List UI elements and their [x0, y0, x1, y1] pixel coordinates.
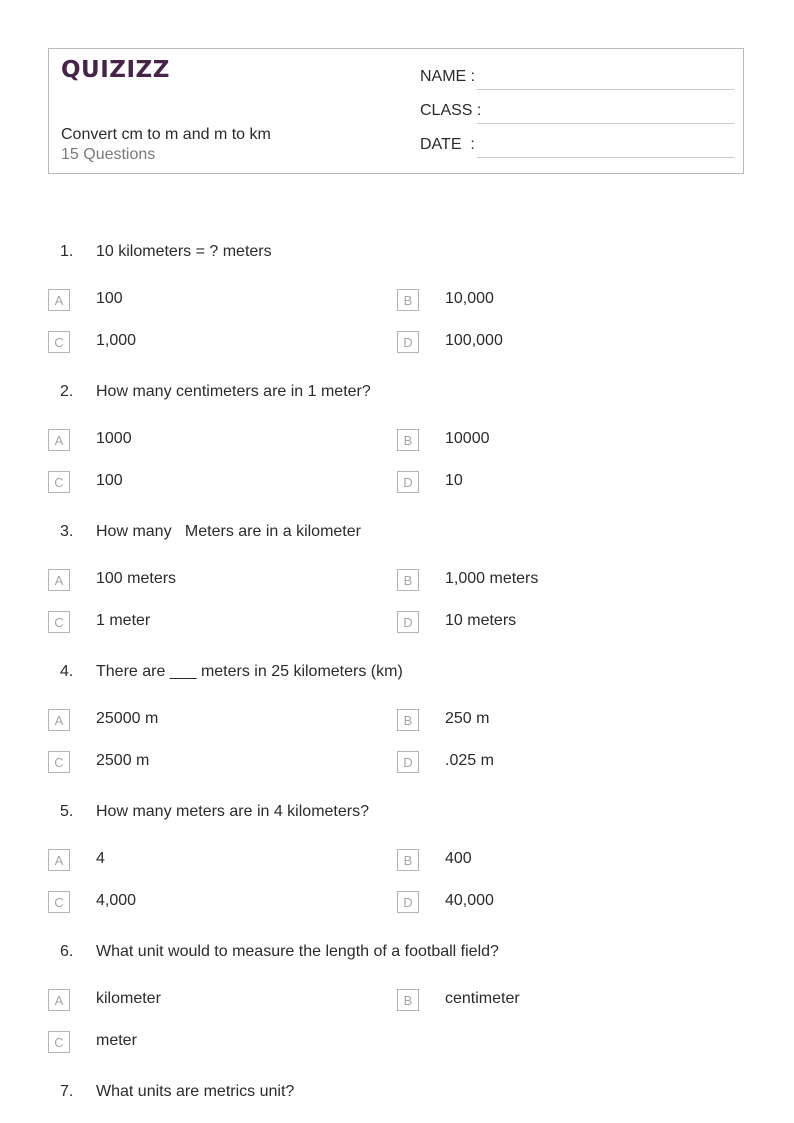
- option-text: 1000: [96, 430, 132, 447]
- name-field-line[interactable]: [477, 89, 734, 90]
- option-letter-box[interactable]: B: [397, 709, 419, 731]
- option-letter-box[interactable]: B: [397, 289, 419, 311]
- option-letter-box[interactable]: A: [48, 849, 70, 871]
- date-field-line[interactable]: [477, 157, 734, 158]
- question-number: 2.: [60, 383, 74, 400]
- option-letter-box[interactable]: B: [397, 429, 419, 451]
- question-text: 10 kilometers = ? meters: [96, 243, 272, 260]
- question-6: [0, 943, 794, 1083]
- name-field-label: NAME :: [420, 68, 476, 85]
- class-field-line[interactable]: [477, 123, 734, 124]
- class-field-label: CLASS :: [420, 102, 482, 119]
- option-text: 1,000 meters: [445, 570, 539, 587]
- question-number: 5.: [60, 803, 74, 820]
- question-text: What unit would to measure the length of a football field?: [96, 943, 499, 960]
- option-text: 25000 m: [96, 710, 159, 727]
- class-field[interactable]: [420, 102, 734, 124]
- worksheet-title: Convert cm to m and m to km: [61, 126, 271, 143]
- option-letter-box[interactable]: D: [397, 891, 419, 913]
- question-7: [0, 1083, 794, 1113]
- option-text: 100: [96, 290, 123, 307]
- name-field[interactable]: [420, 68, 734, 90]
- question-number: 4.: [60, 663, 74, 680]
- option-text: 2500 m: [96, 752, 150, 769]
- option-text: 400: [445, 850, 472, 867]
- question-text: There are ___ meters in 25 kilometers (km): [96, 663, 403, 680]
- option-letter-box[interactable]: C: [48, 331, 70, 353]
- question-text: How many Meters are in a kilometer: [96, 523, 361, 540]
- option-letter-box[interactable]: B: [397, 989, 419, 1011]
- option-letter-box[interactable]: B: [397, 849, 419, 871]
- option-text: centimeter: [445, 990, 520, 1007]
- option-text: 10,000: [445, 290, 494, 307]
- option-letter-box[interactable]: A: [48, 989, 70, 1011]
- option-text: 100: [96, 472, 123, 489]
- question-number: 7.: [60, 1083, 74, 1100]
- question-count: 15 Questions: [61, 146, 156, 163]
- question-2: [0, 383, 794, 523]
- option-letter-box[interactable]: D: [397, 471, 419, 493]
- option-text: 10: [445, 472, 463, 489]
- option-letter-box[interactable]: C: [48, 611, 70, 633]
- option-letter-box[interactable]: A: [48, 289, 70, 311]
- question-1: [0, 243, 794, 383]
- question-3: [0, 523, 794, 663]
- option-letter-box[interactable]: A: [48, 709, 70, 731]
- option-text: 250 m: [445, 710, 490, 727]
- option-letter-box[interactable]: C: [48, 1031, 70, 1053]
- option-letter-box[interactable]: C: [48, 751, 70, 773]
- option-text: 100 meters: [96, 570, 177, 587]
- option-text: 10000: [445, 430, 490, 447]
- question-number: 1.: [60, 243, 74, 260]
- date-field[interactable]: [420, 136, 734, 158]
- option-letter-box[interactable]: C: [48, 471, 70, 493]
- option-letter-box[interactable]: D: [397, 331, 419, 353]
- option-text: kilometer: [96, 990, 161, 1007]
- option-text: 1,000: [96, 332, 137, 349]
- question-number: 3.: [60, 523, 74, 540]
- worksheet-header: [48, 48, 744, 174]
- date-field-label: DATE :: [420, 136, 475, 153]
- option-text: 10 meters: [445, 612, 517, 629]
- question-number: 6.: [60, 943, 74, 960]
- option-letter-box[interactable]: A: [48, 569, 70, 591]
- option-letter-box[interactable]: D: [397, 751, 419, 773]
- quizizz-logo: QUIZIZZ: [61, 57, 170, 83]
- option-text: 1 meter: [96, 612, 151, 629]
- option-letter-box[interactable]: A: [48, 429, 70, 451]
- question-text: How many meters are in 4 kilometers?: [96, 803, 369, 820]
- question-4: [0, 663, 794, 803]
- option-text: 100,000: [445, 332, 503, 349]
- option-letter-box[interactable]: B: [397, 569, 419, 591]
- option-text: meter: [96, 1032, 137, 1049]
- option-letter-box[interactable]: D: [397, 611, 419, 633]
- question-text: What units are metrics unit?: [96, 1083, 295, 1100]
- option-text: .025 m: [445, 752, 494, 769]
- option-text: 40,000: [445, 892, 494, 909]
- option-text: 4,000: [96, 892, 137, 909]
- option-letter-box[interactable]: C: [48, 891, 70, 913]
- option-text: 4: [96, 850, 105, 867]
- question-5: [0, 803, 794, 943]
- question-text: How many centimeters are in 1 meter?: [96, 383, 371, 400]
